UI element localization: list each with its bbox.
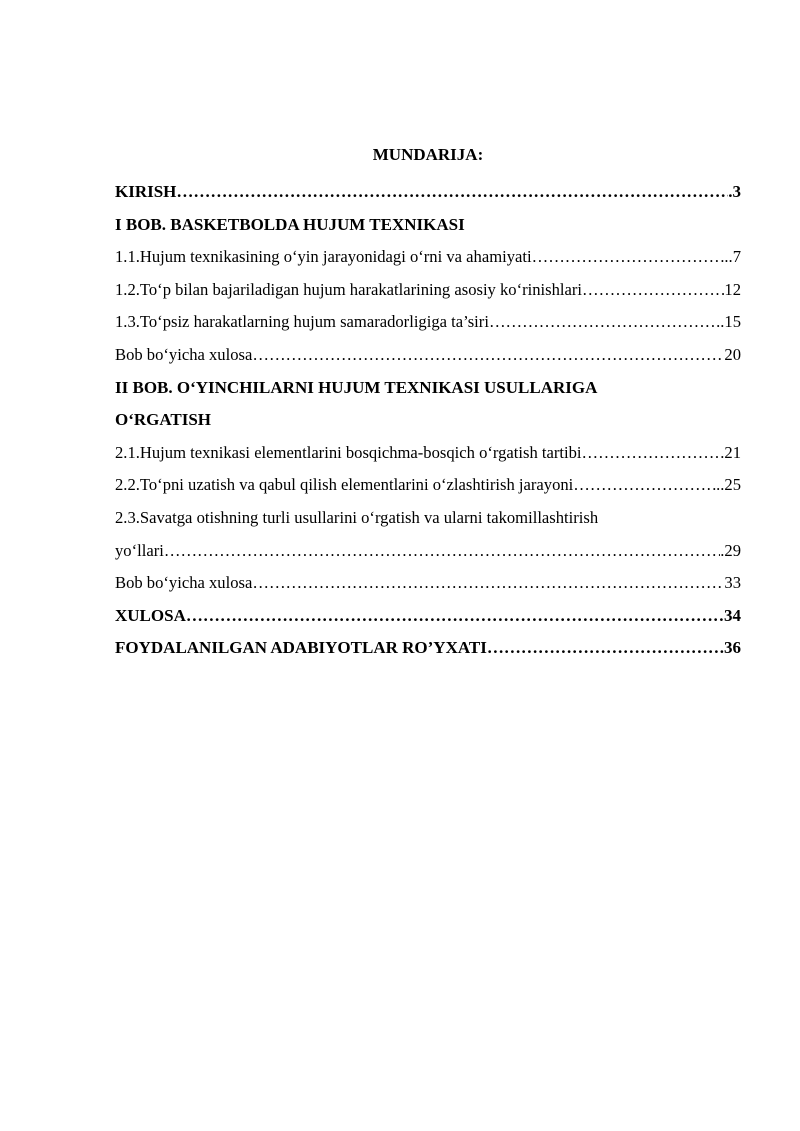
toc-entry-page: .21	[720, 442, 741, 462]
toc-entry-page: ..25	[716, 475, 741, 495]
dot-leader	[252, 339, 724, 372]
toc-entry-2-3	[115, 502, 741, 535]
dot-leader	[573, 469, 716, 502]
toc-entry-label: KIRISH	[115, 182, 177, 201]
toc-chapter-2-heading	[115, 372, 741, 405]
toc-entry-2-1	[115, 437, 741, 470]
toc-entry-page: .36	[719, 638, 741, 658]
toc-entry-1-2	[115, 274, 741, 307]
toc-entry-page: 33	[724, 573, 741, 593]
toc-entry-page: ..7	[724, 247, 741, 267]
toc-entry-2-3-continued	[115, 535, 741, 568]
toc-entry-label: I BOB. BASKETBOLDA HUJUM TEXNIKASI	[115, 214, 465, 234]
toc-entry-page: .29	[720, 540, 741, 560]
toc-entry-kirish	[115, 176, 741, 209]
toc-entry-label: XULOSA	[115, 605, 186, 625]
dot-leader	[489, 306, 716, 339]
toc-entry-xulosa	[115, 600, 741, 633]
dot-leader	[487, 632, 720, 665]
toc-entry-label: 1.3.To‘psiz harakatlarning hujum samaradorligiga ta’siri	[115, 312, 489, 332]
toc-title: MUNDARIJA:	[372, 145, 484, 164]
toc-entry-references	[115, 632, 741, 665]
toc-entry-2-2	[115, 469, 741, 502]
toc-entry-label: 2.2.To‘pni uzatish va qabul qilish elementlarini o‘zlashtirish jarayoni	[115, 475, 574, 495]
table-of-contents	[115, 143, 741, 665]
toc-entry-label: Bob bo‘yicha xulosa	[115, 344, 253, 364]
toc-entry-label: yo‘llari	[115, 540, 164, 560]
toc-entry-page: ..15	[716, 312, 741, 332]
toc-entry-chapter-1-summary	[115, 339, 741, 372]
dot-leader	[582, 437, 721, 470]
toc-entry-label: 1.1.Hujum texnikasining o‘yin jarayonidagi o‘rni va ahamiyati	[115, 247, 532, 267]
dot-leader	[176, 176, 728, 209]
dot-leader	[532, 241, 725, 274]
toc-chapter-1-heading	[115, 209, 741, 242]
dot-leader	[252, 567, 724, 600]
toc-chapter-2-heading-continued	[115, 404, 741, 437]
toc-entry-label: 2.3.Savatga otishning turli usullarini o‘rgatish va ularni takomillashtirish	[115, 507, 599, 527]
toc-entry-1-1	[115, 241, 741, 274]
toc-entry-label: II BOB. O‘YINCHILARNI HUJUM TEXNIKASI USULLARIGA	[115, 377, 598, 397]
toc-entry-page: .3	[728, 182, 741, 201]
toc-entry-page: 34	[724, 605, 741, 625]
toc-entry-1-3	[115, 306, 741, 339]
toc-entry-label: FOYDALANILGAN ADABIYOTLAR RO’YXATI	[115, 638, 487, 658]
dot-leader	[582, 274, 724, 307]
toc-entry-label: 1.2.To‘p bilan bajariladigan hujum harakatlarining asosiy ko‘rinishlari	[115, 279, 583, 299]
dot-leader	[186, 600, 724, 633]
toc-entry-label: O‘RGATISH	[115, 410, 212, 430]
toc-entry-page: 12	[724, 279, 741, 299]
toc-entry-page: 20	[724, 344, 741, 364]
toc-entry-label: Bob bo‘yicha xulosa	[115, 573, 253, 593]
toc-entry-label: 2.1.Hujum texnikasi elementlarini bosqichma-bosqich o‘rgatish tartibi	[115, 442, 582, 462]
toc-entry-chapter-2-summary	[115, 567, 741, 600]
dot-leader	[164, 535, 720, 568]
